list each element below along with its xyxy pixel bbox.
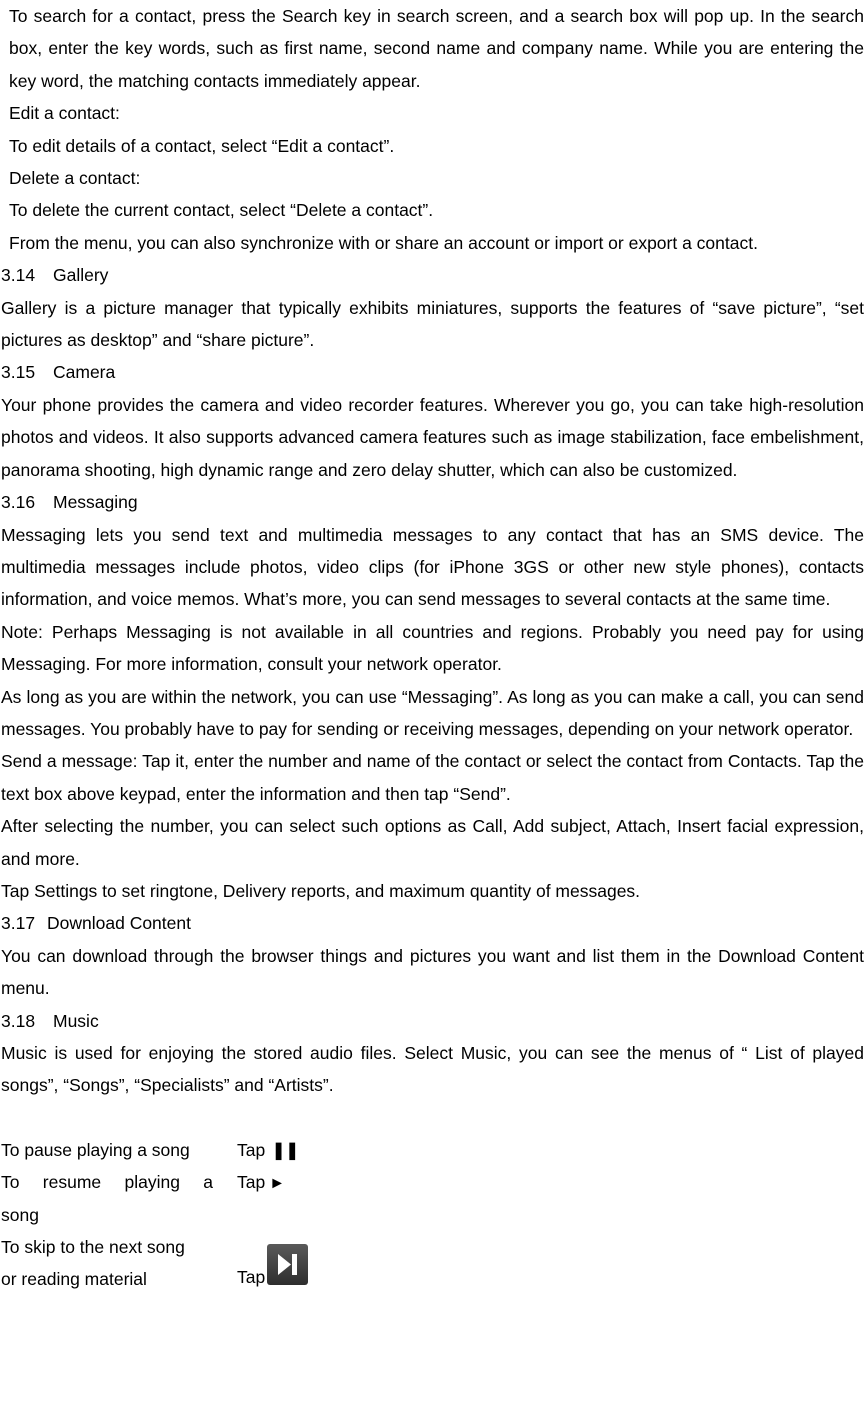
table-row [1, 1166, 308, 1231]
table-cell-action [1, 1166, 237, 1231]
section-number: 3.14 [1, 265, 36, 286]
download-paragraph: You can download through the browser things and pictures you want and list them in the Download Content menu. [1, 945, 864, 999]
section-number: 3.18 [1, 1010, 36, 1031]
edit-contact-text: To edit details of a contact, select “Edit a contact”. [9, 135, 395, 156]
table-cell-instruction [237, 1134, 308, 1166]
action-text: To pause playing a song [1, 1139, 190, 1160]
action-text: song [1, 1204, 39, 1225]
table-row [1, 1134, 308, 1166]
delete-contact-heading: Delete a contact: [9, 168, 141, 189]
instruction-text: Tap [237, 1172, 266, 1193]
delete-contact-text: To delete the current contact, select “Delete a contact”. [9, 200, 434, 221]
action-text: To skip to the next song [1, 1237, 185, 1258]
instruction-text: Tap [237, 1267, 266, 1288]
section-number: 3.15 [1, 362, 36, 383]
section-title: Gallery [53, 265, 109, 286]
action-text: To resume playing a [1, 1172, 213, 1193]
search-contact-paragraph: To search for a contact, press the Search key in search screen, and a search box will pop up. In the search box, enter the key words, such as first name, second name and company name. While you are entering the key word, the matching contacts immediately appear. [9, 6, 864, 91]
section-heading-camera [1, 356, 864, 388]
music-paragraph: Music is used for enjoying the stored audio files. Select Music, you can see the menus of “ List of played songs”, “Songs”, “Specialists” and “Artists”. [1, 1043, 864, 1096]
spacer [1, 1102, 864, 1134]
table-cell-action [1, 1134, 237, 1166]
music-controls-table [1, 1134, 308, 1296]
section-title: Messaging [53, 492, 138, 513]
messaging-paragraph: Tap Settings to set ringtone, Delivery reports, and maximum quantity of messages. [1, 880, 641, 901]
section-heading-gallery [1, 259, 864, 291]
table-cell-instruction [237, 1166, 308, 1231]
section-heading-download [1, 907, 864, 939]
section-title: Music [53, 1010, 99, 1031]
table-cell-action [1, 1231, 237, 1296]
section-heading-music [1, 1005, 864, 1037]
section-number: 3.17 [1, 913, 36, 934]
messaging-paragraph: As long as you are within the network, you can use “Messaging”. As long as you can make a call, you can send messages. You probably have to pay for sending or receiving messages, depending on your network operator. [1, 686, 864, 739]
messaging-paragraph: Messaging lets you send text and multimedia messages to any contact that has an SMS device. The multimedia messages include photos, video clips (for iPhone 3GS or other new style phones), contacts information, and voice memos. What’s more, you can send messages to several contacts at the same time. [1, 524, 864, 610]
pause-icon: ❚❚ [271, 1139, 299, 1160]
document-page [1, 0, 864, 1296]
section-title: Download Content [47, 913, 191, 934]
next-track-icon [267, 1244, 308, 1285]
edit-contact-heading: Edit a contact: [9, 103, 120, 124]
messaging-paragraph: After selecting the number, you can select such options as Call, Add subject, Attach, Insert facial expression, and more. [1, 816, 864, 869]
instruction-text: Tap [237, 1139, 266, 1160]
gallery-paragraph: Gallery is a picture manager that typically exhibits miniatures, supports the features of “save picture”, “set pictures as desktop” and “share picture”. [1, 297, 864, 351]
section-heading-messaging [1, 486, 864, 518]
action-text: or reading material [1, 1269, 147, 1290]
sync-contact-paragraph: From the menu, you can also synchronize with or share an account or import or export a contact. [9, 232, 758, 253]
section-title: Camera [53, 362, 116, 383]
messaging-paragraph: Note: Perhaps Messaging is not available in all countries and regions. Probably you need pay for using Messaging. For more information, consult your network operator. [1, 621, 864, 675]
play-icon: ► [269, 1175, 286, 1193]
camera-paragraph: Your phone provides the camera and video recorder features. Wherever you go, you can take high-resolution photos and videos. It also supports advanced camera features such as image stabilization, face embelishment, panorama shooting, high dynamic range and zero delay shutter, which can also be customized. [1, 394, 864, 480]
section-number: 3.16 [1, 492, 36, 513]
table-cell-instruction [237, 1231, 308, 1296]
messaging-paragraph: Send a message: Tap it, enter the number and name of the contact or select the contact from Contacts. Tap the text box above keypad, enter the information and then tap “Send”. [1, 751, 864, 804]
table-row [1, 1231, 308, 1296]
